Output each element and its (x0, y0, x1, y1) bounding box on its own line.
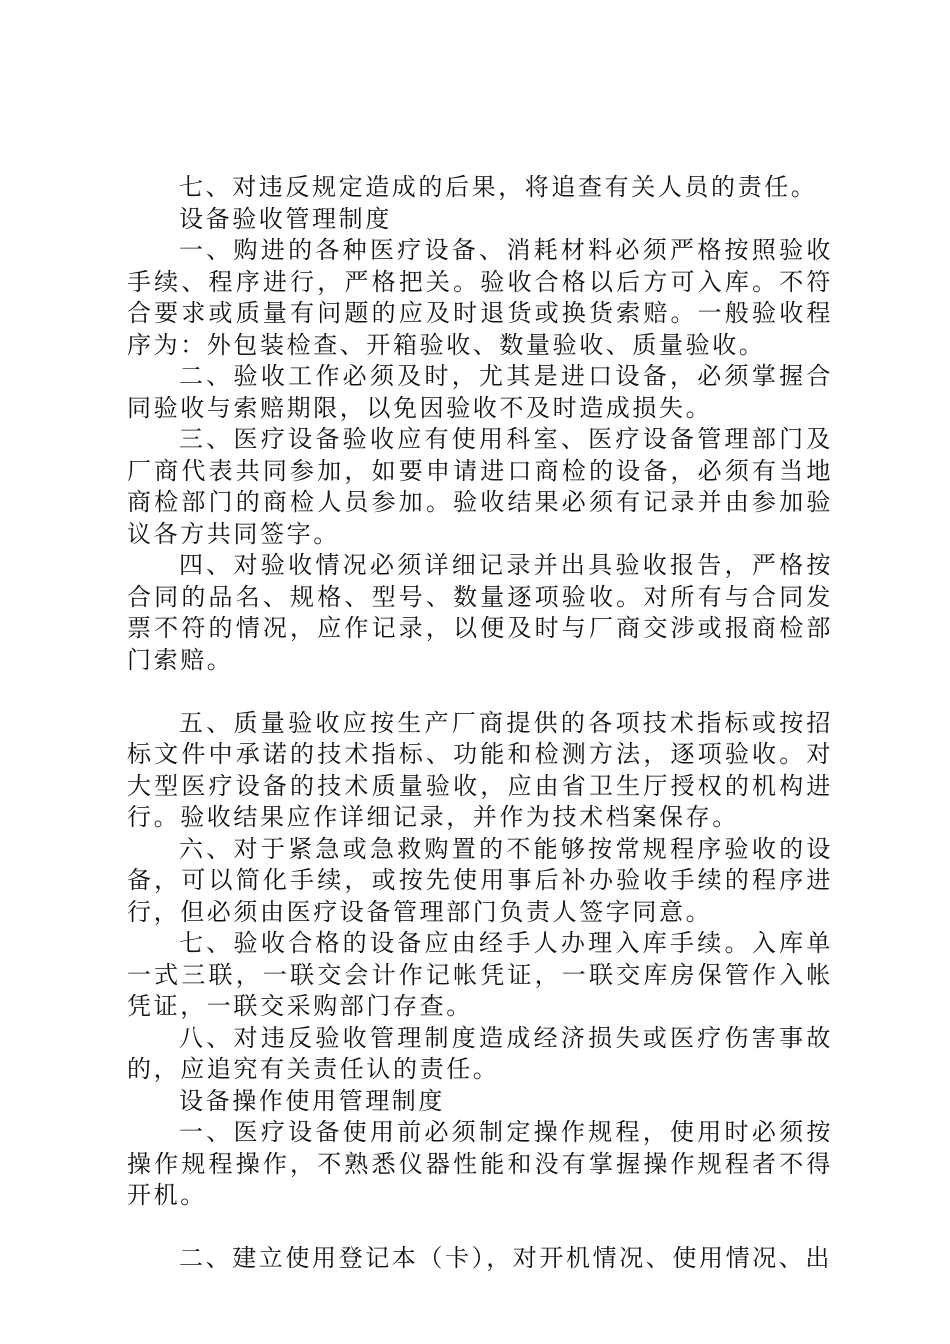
blank-line (127, 676, 833, 708)
paragraph-acceptance-6: 六、对于紧急或急救购置的不能够按常规程序验收的设备，可以简化手续，或按先使用事后补办验收手续的程序进行，但必须由医疗设备管理部门负责人签字同意。 (127, 834, 833, 926)
paragraph-acceptance-3: 三、医疗设备验收应有使用科室、医疗设备管理部门及厂商代表共同参加，如要申请进口商检的设备，必须有当地商检部门的商检人员参加。验收结果必须有记录并由参加验议各方共同签字。 (127, 425, 833, 548)
paragraph-acceptance-5: 五、质量验收应按生产厂商提供的各项技术指标或按招标文件中承诺的技术指标、功能和检测方法，逐项验收。对大型医疗设备的技术质量验收，应由省卫生厅授权的机构进行。验收结果应作详细记录，并作为技术档案保存。 (127, 708, 833, 831)
document-body (127, 172, 833, 1275)
section-heading-acceptance: 设备验收管理制度 (179, 204, 392, 233)
blank-line (127, 1212, 833, 1244)
paragraph-acceptance-1: 一、购进的各种医疗设备、消耗材料必须严格按照验收手续、程序进行，严格把关。验收合格以后方可入库。不符合要求或质量有问题的应及时退货或换货索赔。一般验收程序为：外包装检查、开箱验收、数量验收、质量验收。 (127, 236, 833, 359)
paragraph-operation-2: 二、建立使用登记本（卡），对开机情况、使用情况、出 (179, 1244, 832, 1272)
paragraph-acceptance-7: 七、验收合格的设备应由经手人办理入库手续。入库单一式三联，一联交会计作记帐凭证，一联交库房保管作入帐凭证，一联交采购部门存查。 (127, 929, 833, 1020)
paragraph-acceptance-2: 二、验收工作必须及时，尤其是进口设备，必须掌握合同验收与索赔期限，以免因验收不及时造成损失。 (127, 362, 833, 422)
paragraph-acceptance-4: 四、对验收情况必须详细记录并出具验收报告，严格按合同的品名、规格、型号、数量逐项验收。对所有与合同发票不符的情况，应作记录，以便及时与厂商交涉或报商检部门索赔。 (127, 551, 833, 674)
section-heading-operation: 设备操作使用管理制度 (179, 1086, 445, 1115)
paragraph-operation-1: 一、医疗设备使用前必须制定操作规程，使用时必须按操作规程操作，不熟悉仪器性能和没有掌握操作规程者不得开机。 (127, 1118, 833, 1209)
paragraph-accountability-7: 七、对违反规定造成的后果，将追查有关人员的责任。 (179, 173, 818, 201)
paragraph-acceptance-8: 八、对违反验收管理制度造成经济损失或医疗伤害事故的，应追究有关责任认的责任。 (127, 1023, 833, 1083)
